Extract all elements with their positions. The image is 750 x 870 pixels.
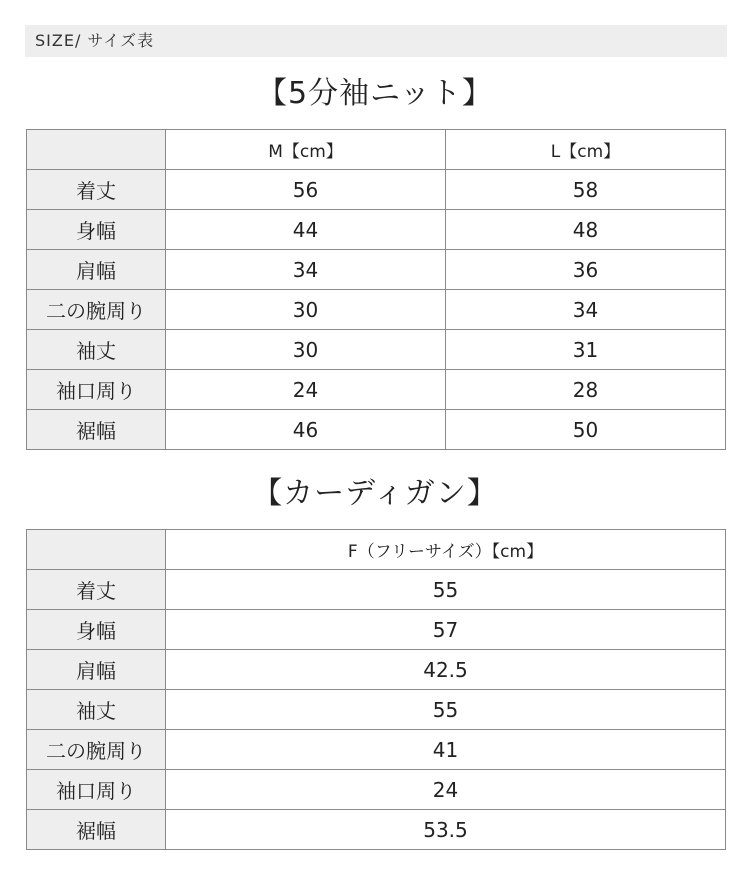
row-label: 身幅 <box>27 210 166 250</box>
row-label: 裾幅 <box>27 410 166 450</box>
table-row <box>27 370 726 410</box>
table-cell: 36 <box>446 250 726 290</box>
size-header-bar <box>25 25 727 57</box>
table-cell: 53.5 <box>166 810 726 850</box>
table-cell: 28 <box>446 370 726 410</box>
row-label: 着丈 <box>27 570 166 610</box>
row-label: 袖丈 <box>27 690 166 730</box>
table-cell: 41 <box>166 730 726 770</box>
cardigan-size-table <box>26 529 726 850</box>
table-cell: 44 <box>166 210 446 250</box>
table-cell: 42.5 <box>166 650 726 690</box>
table-cell: 55 <box>166 570 726 610</box>
table-cell: 34 <box>166 250 446 290</box>
table-cell: 24 <box>166 770 726 810</box>
knit-section-title: 【5分袖ニット】 <box>257 76 493 111</box>
table-corner-cell <box>27 130 166 170</box>
table-row <box>27 610 726 650</box>
column-header: F（フリーサイズ）【cm】 <box>166 530 726 570</box>
table-row <box>27 570 726 610</box>
table-cell: 30 <box>166 290 446 330</box>
table-row <box>27 170 726 210</box>
table-cell: 56 <box>166 170 446 210</box>
table-cell: 31 <box>446 330 726 370</box>
table-row <box>27 650 726 690</box>
size-header-label: SIZE/ サイズ表 <box>35 31 155 50</box>
table-cell: 34 <box>446 290 726 330</box>
row-label: 袖口周り <box>27 770 166 810</box>
row-label: 袖丈 <box>27 330 166 370</box>
table-cell: 24 <box>166 370 446 410</box>
table-cell: 58 <box>446 170 726 210</box>
table-row <box>27 810 726 850</box>
table-row <box>27 770 726 810</box>
knit-size-table <box>26 129 726 450</box>
row-label: 肩幅 <box>27 250 166 290</box>
table-row <box>27 410 726 450</box>
table-corner-cell <box>27 530 166 570</box>
cardigan-section-title: 【カーディガン】 <box>252 476 498 511</box>
column-header: L【cm】 <box>446 130 726 170</box>
table-row <box>27 690 726 730</box>
table-header-row <box>27 530 726 570</box>
row-label: 裾幅 <box>27 810 166 850</box>
table-cell: 50 <box>446 410 726 450</box>
table-row <box>27 210 726 250</box>
row-label: 身幅 <box>27 610 166 650</box>
table-cell: 57 <box>166 610 726 650</box>
table-cell: 30 <box>166 330 446 370</box>
table-row <box>27 330 726 370</box>
row-label: 肩幅 <box>27 650 166 690</box>
table-row <box>27 250 726 290</box>
table-cell: 55 <box>166 690 726 730</box>
table-row <box>27 290 726 330</box>
row-label: 着丈 <box>27 170 166 210</box>
row-label: 二の腕周り <box>27 290 166 330</box>
table-cell: 46 <box>166 410 446 450</box>
table-cell: 48 <box>446 210 726 250</box>
row-label: 二の腕周り <box>27 730 166 770</box>
column-header: M【cm】 <box>166 130 446 170</box>
row-label: 袖口周り <box>27 370 166 410</box>
table-header-row <box>27 130 726 170</box>
table-row <box>27 730 726 770</box>
